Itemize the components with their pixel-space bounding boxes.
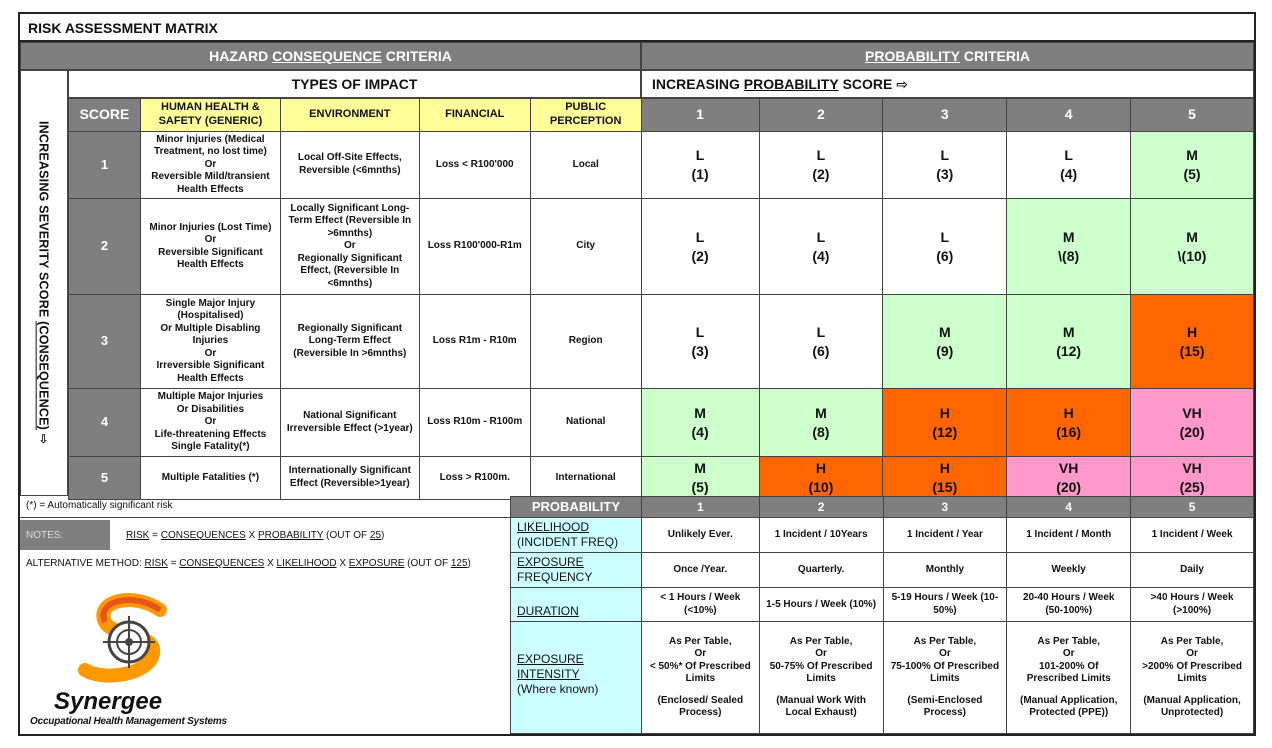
probability-criteria-value [1007,518,1131,553]
risk-rating-cell [883,199,1007,295]
probability-criteria-value [641,553,759,588]
risk-score: (25) [1179,478,1205,495]
risk-score: (1) [691,165,709,182]
health-impact-cell [140,131,280,199]
risk-level: M [694,460,706,476]
risk-score: \(10) [1177,247,1207,264]
probability-criteria-value [641,518,759,553]
environment-line: Locally Significant Long- [290,202,410,214]
financial-impact-cell: Loss R100'000-R1m [419,199,530,295]
criteria-value-line: As Per Table, [913,635,977,647]
health-impact-cell [140,295,280,389]
risk-score: (12) [1056,342,1082,359]
formula-out-pre: (OUT OF [323,529,370,541]
criteria-value-line: (Manual Application, [1019,694,1118,706]
criteria-value-line: Process) [679,707,722,719]
environment-line: Term Effect (Reversible In [288,215,412,227]
risk-score: (15) [1179,342,1205,359]
criteria-value-line: (50-100%) [1045,604,1093,616]
probability-criteria-value [759,622,883,734]
severity-score: 3 [69,295,141,389]
risk-level: L [695,323,705,340]
health-line: Or [204,416,217,428]
financial-impact-cell: Loss > R100m. [419,457,530,500]
increasing-probability-header [641,70,1254,98]
health-line: Health Effects [177,183,244,195]
criteria-value-line: 5-19 Hours / Week (10- [891,592,999,604]
risk-score: (3) [936,165,954,182]
alt-out-pre: (OUT OF [404,558,451,569]
risk-score: (2) [812,165,830,182]
health-line: (Hospitalised) [177,310,244,322]
criteria-value-line: Protected (PPE)) [1029,707,1109,719]
health-line: Or Disabilities [176,403,245,415]
risk-matrix-sheet [18,12,1256,736]
formula-eq: = [149,529,161,541]
risk-level: M [1062,323,1075,340]
health-column-header: HUMAN HEALTH & SAFETY (GENERIC) [140,99,280,132]
alt-x2: X [336,558,349,569]
criteria-label-line: INTENSITY [517,667,580,682]
severity-label-post: ⇨ [36,430,51,445]
risk-rating-cell [883,457,1007,500]
criteria-value-line: (Manual Application, [1143,694,1241,706]
alt-consequences: CONSEQUENCES [179,558,265,569]
environment-line: Or [343,240,356,252]
formula-consequences: CONSEQUENCES [160,529,246,541]
risk-rating-cell [1131,457,1254,500]
probability-score: 4 [1007,497,1131,518]
probability-criteria-row [511,518,1254,553]
financial-column-header: FINANCIAL [419,99,530,132]
financial-impact-cell: Loss R10m - R100m [419,389,530,457]
environment-impact-cell [280,457,419,500]
risk-rating-cell [759,389,883,457]
formula-risk: RISK [126,529,150,541]
criteria-value-line [1009,686,1128,695]
risk-level: M [938,323,951,340]
criteria-value-line: Local Exhaust) [785,707,857,719]
risk-level: H [1063,404,1074,421]
criteria-value-line: Or [939,648,951,660]
inc-prob-pre: INCREASING [652,76,744,92]
criteria-value-line: Limits [1177,673,1207,685]
criteria-value-line: Daily [1180,564,1204,575]
types-of-impact-header: TYPES OF IMPACT [68,70,641,98]
public-perception-cell: National [530,389,641,457]
criteria-label-line: EXPOSURE [517,555,584,570]
risk-level: L [695,228,705,245]
risk-level: H [939,404,950,421]
criteria-value-line: Unlikely Ever. [667,529,733,540]
hazard-header-pre: HAZARD [209,48,273,64]
criteria-value-line: 50%) [933,604,957,616]
risk-rating-cell [641,131,759,199]
hazard-header-post: CRITERIA [381,48,452,64]
risk-rating-cell [1131,389,1254,457]
criteria-value-line: Quarterly. [797,564,845,575]
risk-rating-cell [1007,131,1131,199]
alt-out-post: ) [467,558,471,569]
risk-score: (16) [1056,423,1082,440]
criteria-value-line: Limits [685,673,716,685]
risk-score: (9) [936,342,954,359]
criteria-value-line: (Manual Work With [776,694,866,706]
severity-row [69,131,1254,199]
probability-definitions-table [510,496,1254,734]
alt-out-value: 125 [450,558,468,569]
criteria-value-line: Limits [806,673,836,685]
probability-criteria-value [641,588,759,622]
risk-rating-cell [883,131,1007,199]
criteria-value-line: (Semi-Enclosed [907,694,983,706]
risk-score: (4) [1060,165,1078,182]
prob-score-header: 1 [641,99,759,132]
risk-score: (6) [936,247,954,264]
criteria-label-line: FREQUENCY [517,570,593,585]
risk-rating-cell [641,457,759,500]
risk-score: (5) [691,478,709,495]
risk-rating-cell [1007,295,1131,389]
severity-row [69,457,1254,500]
probability-criteria-value [1007,553,1131,588]
criteria-value-line: Weekly [1051,564,1086,575]
criteria-label-line: LIKELIHOOD [517,520,590,535]
health-impact-cell [140,199,280,295]
criteria-value-line: Process) [923,707,967,719]
financial-impact-cell: Loss < R100'000 [419,131,530,199]
environment-line: Effect, (Reversible In [300,265,400,277]
risk-formula [110,530,384,541]
prob-score-header: 2 [759,99,883,132]
environment-impact-cell [280,389,419,457]
public-perception-cell: Local [530,131,641,199]
criteria-value-line: >200% Of Prescribed [1142,660,1242,672]
criteria-label-line: (INCIDENT FREQ) [517,535,619,550]
criteria-value-line: Monthly [925,564,965,575]
financial-impact-cell: Loss R1m - R10m [419,295,530,389]
probability-criteria-value [883,553,1007,588]
health-line: Or [204,158,217,170]
probability-row-header: PROBABILITY [511,497,642,518]
criteria-value-line: 1-5 Hours / Week (10%) [766,598,877,610]
risk-score: (12) [932,423,958,440]
risk-score: (15) [932,478,958,495]
formula-probability: PROBABILITY [258,529,324,541]
criteria-value-line: As Per Table, [668,635,732,647]
environment-line: Irreversible Effect (>1year) [286,422,413,434]
risk-rating-cell [883,295,1007,389]
probability-score: 1 [641,497,759,518]
environment-line: Local Off-Site Effects, [297,152,402,164]
hazard-consequence-header [20,42,641,70]
criteria-value-line: As Per Table, [1160,635,1224,647]
risk-rating-cell [759,457,883,500]
risk-score: (5) [1183,165,1201,182]
health-line: Health Effects [177,259,244,270]
health-line: Irreversible Significant [156,360,265,372]
health-line: Single Fatality(*) [171,441,250,453]
logo-name: Synergee [54,688,163,715]
criteria-label-line: DURATION [517,604,579,619]
criteria-value-line: Or [1186,648,1198,660]
risk-rating-cell [883,389,1007,457]
criteria-value-line [886,686,1005,695]
public-perception-cell: Region [530,295,641,389]
risk-rating-cell [1007,199,1131,295]
public-perception-cell: City [530,199,641,295]
criteria-label-line: (Where known) [517,682,599,697]
criteria-value-line: (Enclosed/ Sealed [657,694,744,706]
health-line: Or [204,347,217,359]
criteria-value-line: 75-100% Of Prescribed [890,660,1000,672]
risk-level: H [815,460,826,476]
synergee-logo [30,592,240,732]
alternative-method [20,552,510,575]
health-line: Life-threatening Effects [154,428,267,440]
environment-line: Regionally Significant [297,252,403,264]
health-line: Or [204,234,217,245]
criteria-value-line: 50-75% Of Prescribed [769,660,873,672]
risk-score: (3) [691,342,709,359]
prob-score-header: 5 [1131,99,1254,132]
severity-score: 4 [69,389,141,457]
prob-score-header: 4 [1007,99,1131,132]
logo-mark-icon [65,592,195,692]
probability-criteria-value [1007,622,1131,734]
probability-criteria-value [883,622,1007,734]
health-line: Injuries [192,335,229,347]
risk-level: M [815,404,827,421]
prob-header-underlined: PROBABILITY [865,48,960,64]
risk-level: H [939,460,950,476]
alt-eq: = [167,558,180,569]
criteria-value-line: 1 Incident / Week [1151,529,1233,540]
prob-header-post: CRITERIA [959,48,1030,64]
risk-level: VH [1182,460,1202,476]
risk-rating-cell [1131,199,1254,295]
health-impact-cell [140,457,280,500]
probability-criteria-value [1131,553,1254,588]
risk-rating-cell [641,199,759,295]
environment-line: Reversible (<6mnths) [299,164,401,176]
criteria-value-line: Unprotected) [1160,707,1224,719]
environment-column-header: ENVIRONMENT [280,99,419,132]
criteria-value-line: Prescribed Limits [1026,673,1111,685]
risk-score: (6) [812,342,830,359]
criteria-value-line: Or [694,648,707,660]
risk-level: M [1062,228,1075,245]
logo-subtitle: Occupational Health Management Systems [30,716,227,727]
risk-score: \(8) [1058,247,1080,264]
probability-criteria-value [1007,588,1131,622]
footnote: (*) = Automatically significant risk [20,496,510,518]
criteria-label [511,622,642,734]
inc-prob-underlined: PROBABILITY [743,76,839,92]
risk-score: (4) [812,247,830,264]
criteria-label-line: EXPOSURE [517,652,584,667]
health-line: Minor Injuries (Lost Time) [149,221,272,233]
environment-impact-cell [280,295,419,389]
health-line: Health Effects [177,372,244,384]
risk-level: L [1064,146,1073,163]
environment-line: <6mnths) [327,277,373,289]
probability-criteria-header [641,42,1254,70]
risk-score: (20) [1056,478,1082,495]
probability-criteria-value [759,588,883,622]
probability-criteria-row [511,622,1254,734]
alt-exposure: EXPOSURE [348,558,405,569]
criteria-value-line: < 50%* Of Prescribed [649,660,751,672]
risk-rating-cell [1007,457,1131,500]
alt-likelihood: LIKELIHOOD [276,558,337,569]
health-line: Or Multiple Disabling [160,322,261,334]
severity-axis-label [20,70,68,496]
risk-level: M [1186,228,1198,245]
alt-risk: RISK [144,558,168,569]
risk-score: (8) [812,423,830,440]
severity-row [69,295,1254,389]
environment-line: >6mnths) [327,227,373,239]
risk-level: L [940,146,950,163]
probability-score: 3 [883,497,1007,518]
health-line: Reversible Significant [158,246,263,258]
health-line: Single Major Injury [165,297,256,309]
probability-score: 2 [759,497,883,518]
severity-score: 5 [69,457,141,500]
severity-score: 1 [69,131,141,199]
page-title: RISK ASSESSMENT MATRIX [20,14,1254,42]
probability-criteria-value [759,553,883,588]
risk-level: L [695,146,705,163]
environment-line: (Reversible In >6mnths) [293,347,407,359]
probability-criteria-value [1131,622,1254,734]
risk-level: L [816,228,826,245]
probability-criteria-value [883,518,1007,553]
risk-rating-cell [1131,295,1254,389]
criteria-value-line [1133,686,1251,695]
criteria-value-line: Limits [930,673,960,685]
criteria-value-line: As Per Table, [1037,635,1101,647]
inc-prob-post: SCORE ⇨ [838,75,908,92]
criteria-value-line: Once /Year. [673,564,728,575]
criteria-value-line: As Per Table, [789,635,853,647]
formula-out-value: 25 [369,529,382,541]
alt-x1: X [264,558,277,569]
health-line: Multiple Fatalities (*) [161,471,260,483]
risk-level: M [1186,146,1198,163]
criteria-value-line: (<10%) [684,604,717,616]
criteria-value-line: 1 Incident / Year [906,529,983,540]
health-impact-cell [140,389,280,457]
criteria-value-line: 1 Incident / Month [1026,529,1112,540]
criteria-label [511,588,642,622]
risk-level: VH [1182,404,1202,421]
criteria-value-line: Or [815,648,827,660]
score-column-header: SCORE [69,99,141,132]
risk-level: H [1186,323,1198,340]
risk-score: (4) [691,423,709,440]
criteria-value-line: 101-200% Of [1038,660,1099,672]
criteria-label [511,553,642,588]
notes-label: NOTES: [20,520,110,550]
severity-score: 2 [69,199,141,295]
prob-score-header: 3 [883,99,1007,132]
risk-level: L [940,228,950,245]
severity-label-underlined: (CONSEQUENCE) [36,321,51,431]
probability-criteria-row [511,553,1254,588]
risk-rating-cell [759,131,883,199]
risk-matrix-table [68,98,1254,500]
environment-line: Regionally Significant [297,322,403,334]
risk-level: L [816,146,826,163]
environment-impact-cell [280,131,419,199]
risk-score: (10) [808,478,834,495]
environment-impact-cell [280,199,419,295]
risk-rating-cell [1131,131,1254,199]
alt-pre: ALTERNATIVE METHOD: [26,558,145,569]
probability-criteria-value [759,518,883,553]
hazard-header-underlined: CONSEQUENCE [272,48,382,64]
risk-rating-cell [1007,389,1131,457]
risk-rating-cell [641,389,759,457]
environment-line: Internationally Significant [288,465,411,477]
risk-rating-cell [759,199,883,295]
risk-score: (20) [1179,423,1205,440]
public-perception-cell: International [530,457,641,500]
probability-score: 5 [1131,497,1254,518]
health-line: Minor Injuries (Medical [156,133,265,145]
criteria-value-line: (>100%) [1173,604,1212,616]
risk-level: M [694,404,706,421]
environment-line: Effect (Reversible>1year) [289,477,410,489]
health-line: Treatment, no lost time) [154,146,267,157]
probability-criteria-row [511,588,1254,622]
criteria-value-line: >40 Hours / Week [1150,592,1234,604]
probability-criteria-value [1131,588,1254,622]
environment-line: National Significant [303,410,397,421]
risk-score: (2) [691,247,709,264]
environment-line: Long-Term Effect [308,335,391,347]
criteria-value-line: Or [1062,648,1075,660]
criteria-value-line: 20-40 Hours / Week [1022,592,1115,604]
formula-out-post: ) [381,529,385,541]
probability-criteria-value [641,622,759,734]
risk-rating-cell [641,295,759,389]
severity-row [69,199,1254,295]
criteria-value-line: 1 Incident / 10Years [774,529,868,540]
health-line: Reversible Mild/transient [151,171,270,182]
criteria-label [511,518,642,553]
criteria-value-line [762,686,881,695]
criteria-value-line [644,686,757,695]
criteria-value-line: < 1 Hours / Week [660,592,741,604]
risk-rating-cell [759,295,883,389]
probability-criteria-value [883,588,1007,622]
severity-label-pre: INCREASING SEVERITY SCORE [36,121,51,322]
severity-row [69,389,1254,457]
health-line: Multiple Major Injuries [157,391,264,403]
public-column-header: PUBLIC PERCEPTION [530,99,641,132]
probability-criteria-value [1131,518,1254,553]
risk-level: VH [1058,460,1079,476]
notes-panel [20,496,510,734]
formula-x: X [245,529,258,541]
risk-level: L [816,323,826,340]
